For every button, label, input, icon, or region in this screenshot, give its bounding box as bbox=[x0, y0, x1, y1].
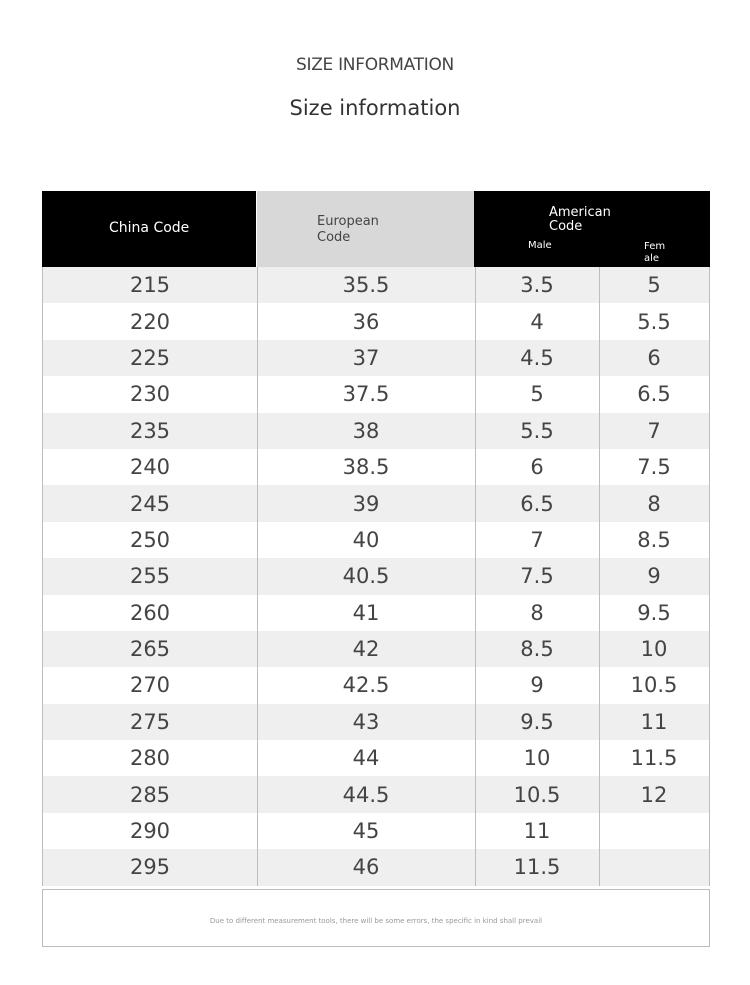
table-row bbox=[43, 558, 709, 594]
european-code-cell: 35.5 bbox=[342, 273, 390, 298]
european-code-cell: 42.5 bbox=[342, 673, 390, 698]
header-american-code bbox=[474, 191, 710, 267]
female-code-cell: 10.5 bbox=[630, 673, 678, 698]
european-code-cell: 44.5 bbox=[342, 782, 390, 807]
european-code-cell: 39 bbox=[352, 491, 380, 516]
footer-note: Due to different measurement tools, there will be some errors, the specific in kind shall prevail bbox=[209, 917, 543, 925]
male-code-cell: 9.5 bbox=[520, 709, 554, 734]
china-code-cell: 250 bbox=[129, 527, 171, 552]
table-row bbox=[43, 413, 709, 449]
european-code-cell: 41 bbox=[352, 600, 380, 625]
male-code-cell: 10.5 bbox=[513, 782, 561, 807]
european-code-cell: 42 bbox=[352, 637, 380, 662]
table-row bbox=[43, 849, 709, 885]
table-row bbox=[43, 631, 709, 667]
table-row bbox=[43, 267, 709, 303]
european-code-cell: 36 bbox=[352, 309, 380, 334]
size-table-header bbox=[42, 191, 710, 267]
male-code-cell: 7.5 bbox=[520, 564, 554, 589]
china-code-cell: 290 bbox=[129, 819, 171, 844]
european-code-cell: 44 bbox=[352, 746, 380, 771]
european-code-cell: 43 bbox=[352, 709, 380, 734]
male-code-cell: 6.5 bbox=[520, 491, 554, 516]
china-code-cell: 285 bbox=[129, 782, 171, 807]
page-heading-top: SIZE INFORMATION bbox=[296, 55, 454, 75]
female-code-cell: 10 bbox=[640, 637, 668, 662]
china-code-cell: 265 bbox=[129, 637, 171, 662]
female-code-cell: 9.5 bbox=[637, 600, 671, 625]
female-code-cell: 11.5 bbox=[630, 746, 678, 771]
european-code-cell: 45 bbox=[352, 819, 380, 844]
table-row bbox=[43, 303, 709, 339]
female-code-cell: 11 bbox=[640, 709, 668, 734]
female-code-cell: 8 bbox=[647, 491, 661, 516]
china-code-cell: 225 bbox=[129, 345, 171, 370]
footer-note-box bbox=[42, 889, 710, 947]
table-row bbox=[43, 740, 709, 776]
male-code-cell: 3.5 bbox=[520, 273, 554, 298]
female-code-cell bbox=[599, 849, 709, 885]
table-row bbox=[43, 813, 709, 849]
female-code-cell: 6 bbox=[647, 345, 661, 370]
table-row bbox=[43, 667, 709, 703]
female-code-cell: 5.5 bbox=[637, 309, 671, 334]
china-code-cell: 280 bbox=[129, 746, 171, 771]
female-code-cell: 12 bbox=[640, 782, 668, 807]
european-code-cell: 46 bbox=[352, 855, 380, 880]
table-row bbox=[43, 449, 709, 485]
table-row bbox=[43, 340, 709, 376]
european-code-cell: 37.5 bbox=[342, 382, 390, 407]
china-code-cell: 220 bbox=[129, 309, 171, 334]
male-code-cell: 8.5 bbox=[520, 637, 554, 662]
female-code-cell: 5 bbox=[647, 273, 661, 298]
page-heading-sub: Size information bbox=[289, 96, 461, 120]
male-code-cell: 10 bbox=[523, 746, 551, 771]
male-code-cell: 4 bbox=[530, 309, 544, 334]
european-code-cell: 38 bbox=[352, 418, 380, 443]
china-code-cell: 215 bbox=[129, 273, 171, 298]
china-code-cell: 230 bbox=[129, 382, 171, 407]
female-code-cell: 8.5 bbox=[637, 527, 671, 552]
table-row bbox=[43, 776, 709, 812]
male-code-cell: 11.5 bbox=[513, 855, 561, 880]
china-code-cell: 240 bbox=[129, 455, 171, 480]
european-code-cell: 37 bbox=[352, 345, 380, 370]
china-code-cell: 245 bbox=[129, 491, 171, 516]
header-american-code-label: American Code bbox=[549, 205, 611, 234]
female-code-cell: 7.5 bbox=[637, 455, 671, 480]
european-code-cell: 40.5 bbox=[342, 564, 390, 589]
header-european-code-label: European Code bbox=[317, 214, 379, 245]
male-code-cell: 5 bbox=[530, 382, 544, 407]
china-code-cell: 275 bbox=[129, 709, 171, 734]
table-row bbox=[43, 595, 709, 631]
header-female-label: Female bbox=[644, 241, 666, 264]
male-code-cell: 6 bbox=[530, 455, 544, 480]
china-code-cell: 260 bbox=[129, 600, 171, 625]
size-table-body bbox=[42, 267, 710, 886]
male-code-cell: 4.5 bbox=[520, 345, 554, 370]
header-china-code bbox=[42, 191, 256, 267]
china-code-cell: 255 bbox=[129, 564, 171, 589]
table-row bbox=[43, 522, 709, 558]
male-code-cell: 8 bbox=[530, 600, 544, 625]
male-code-cell: 11 bbox=[523, 819, 551, 844]
female-code-cell bbox=[599, 813, 709, 849]
male-code-cell: 9 bbox=[530, 673, 544, 698]
header-european-code bbox=[257, 191, 474, 267]
male-code-cell: 5.5 bbox=[520, 418, 554, 443]
size-table bbox=[42, 191, 710, 886]
female-code-cell: 7 bbox=[647, 418, 661, 443]
table-row bbox=[43, 485, 709, 521]
female-code-cell: 9 bbox=[647, 564, 661, 589]
header-china-code-label: China Code bbox=[109, 220, 190, 236]
china-code-cell: 295 bbox=[129, 855, 171, 880]
header-male-label: Male bbox=[528, 240, 552, 251]
china-code-cell: 235 bbox=[129, 418, 171, 443]
male-code-cell: 7 bbox=[530, 527, 544, 552]
female-code-cell: 6.5 bbox=[637, 382, 671, 407]
european-code-cell: 40 bbox=[352, 527, 380, 552]
european-code-cell: 38.5 bbox=[342, 455, 390, 480]
china-code-cell: 270 bbox=[129, 673, 171, 698]
table-row bbox=[43, 376, 709, 412]
table-row bbox=[43, 704, 709, 740]
